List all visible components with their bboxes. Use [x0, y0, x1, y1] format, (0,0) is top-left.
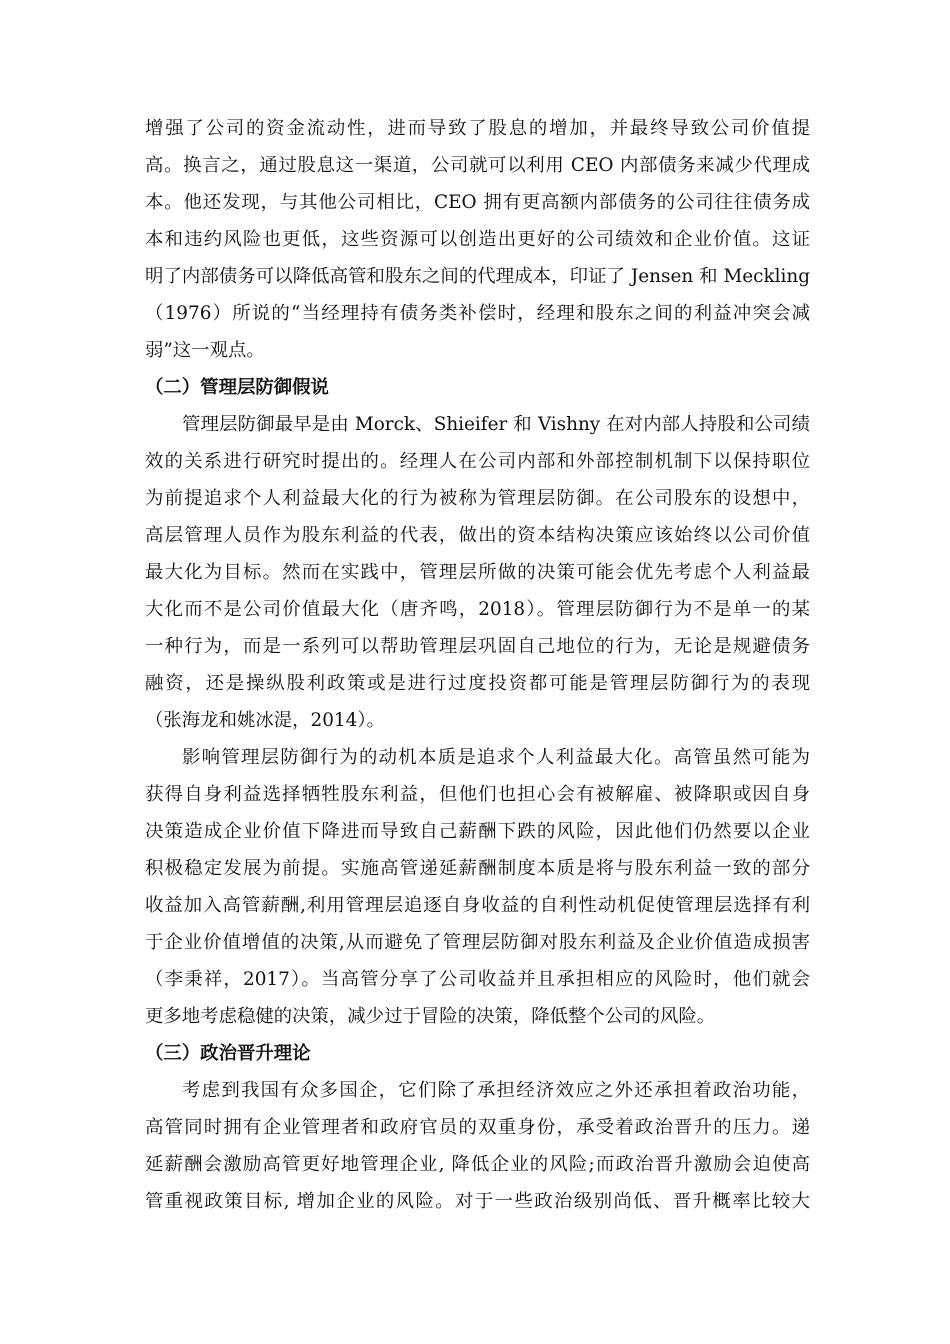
- paragraph-2-line-5: 最大化为目标。然而在实践中，管理层所做的决策可能会优先考虑个人利益最: [145, 562, 810, 583]
- paragraph-2-line-4: 高层管理人员作为股东利益的代表，做出的资本结构决策应该始终以公司价值: [145, 525, 810, 546]
- paragraph-1-line-2: 高。换言之，通过股息这一渠道，公司就可以利用 CEO 内部债务来减少代理成: [145, 155, 810, 176]
- section-heading-political-promotion: （三）政治晋升理论: [145, 1043, 311, 1064]
- paragraph-1-line-3: 本。他还发现，与其他公司相比，CEO 拥有更高额内部债务的公司往往债务成: [145, 192, 810, 213]
- paragraph-1-line-7: 弱”这一观点。: [145, 340, 265, 361]
- paragraph-2-line-9: （张海龙和姚冰湜，2014）。: [145, 710, 385, 731]
- paragraph-2-line-3: 为前提追求个人利益最大化的行为被称为管理层防御。在公司股东的设想中，: [145, 488, 810, 509]
- paragraph-3-line-2: 获得自身利益选择牺牲股东利益，但他们也担心会有被解雇、被降职或因自身: [145, 784, 810, 805]
- paragraph-1-line-6: （1976）所说的“当经理持有债务类补偿时，经理和股东之间的利益冲突会减: [145, 303, 810, 324]
- paragraph-3-line-7: （李秉祥，2017）。当高管分享了公司收益并且承担相应的风险时，他们就会: [145, 969, 810, 990]
- paragraph-1-line-4: 本和违约风险也更低，这些资源可以创造出更好的公司绩效和企业价值。这证: [145, 229, 810, 250]
- section-heading-management-entrenchment: （二）管理层防御假说: [145, 377, 329, 398]
- paragraph-2-line-2: 效的关系进行研究时提出的。经理人在公司内部和外部控制机制下以保持职位: [145, 451, 810, 472]
- paragraph-3-line-8: 更多地考虑稳健的决策，减少过于冒险的决策，降低整个公司的风险。: [145, 1006, 716, 1027]
- paragraph-2-line-7: 一种行为，而是一系列可以帮助管理层巩固自己地位的行为，无论是规避债务: [145, 636, 810, 657]
- paragraph-4-line-2: 高管同时拥有企业管理者和政府官员的双重身份，承受着政治晋升的压力。递: [145, 1117, 810, 1138]
- paragraph-2-line-1: 管理层防御最早是由 Morck、Shieifer 和 Vishny 在对内部人持股和公司绩: [182, 414, 810, 435]
- paragraph-2-line-8: 融资，还是操纵股利政策或是进行过度投资都可能是管理层防御行为的表现: [145, 673, 810, 694]
- paragraph-4-line-3: 延薪酬会激励高管更好地管理企业, 降低企业的风险;而政治晋升激励会迫使高: [145, 1154, 810, 1175]
- paragraph-2-line-6: 大化而不是公司价值最大化（唐齐鸣，2018）。管理层防御行为不是单一的某: [145, 599, 810, 620]
- paragraph-4-line-1: 考虑到我国有众多国企，它们除了承担经济效应之外还承担着政治功能，: [182, 1080, 810, 1101]
- paragraph-1-line-1: 增强了公司的资金流动性，进而导致了股息的增加，并最终导致公司价值提: [145, 118, 810, 139]
- paragraph-1-line-5: 明了内部债务可以降低高管和股东之间的代理成本，印证了 Jensen 和 Meckling: [145, 266, 810, 287]
- paragraph-3-line-1: 影响管理层防御行为的动机本质是追求个人利益最大化。高管虽然可能为: [182, 747, 810, 768]
- paragraph-3-line-5: 收益加入高管薪酬,利用管理层追逐自身收益的自利性动机促使管理层选择有利: [145, 895, 810, 916]
- paragraph-3-line-4: 积极稳定发展为前提。实施高管递延薪酬制度本质是将与股东利益一致的部分: [145, 858, 810, 879]
- paragraph-3-line-6: 于企业价值增值的决策,从而避免了管理层防御对股东利益及企业价值造成损害: [145, 932, 810, 953]
- paragraph-3-line-3: 决策造成企业价值下降进而导致自己薪酬下跌的风险，因此他们仍然要以企业: [145, 821, 810, 842]
- paragraph-4-line-4: 管重视政策目标, 增加企业的风险。对于一些政治级别尚低、晋升概率比较大: [145, 1191, 810, 1212]
